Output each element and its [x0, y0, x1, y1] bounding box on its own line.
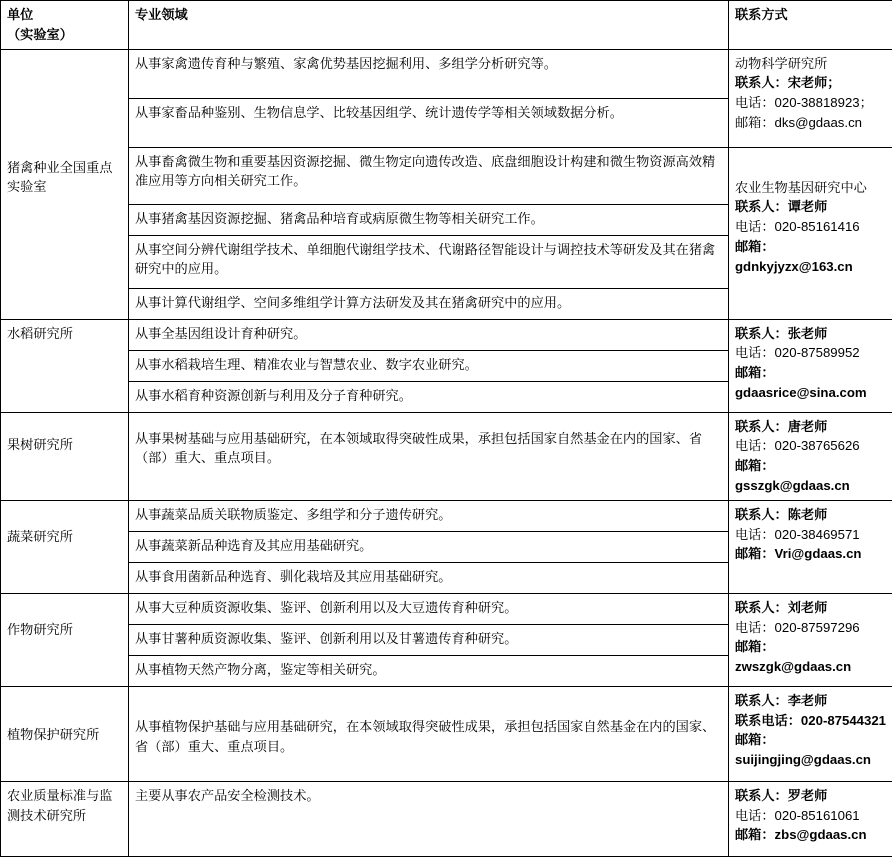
contact-line: 电话：020-38818923； — [735, 93, 887, 113]
field-cell: 从事食用菌新品种选育、驯化栽培及其应用基础研究。 — [129, 562, 729, 593]
field-cell: 从事家畜品种鉴别、生物信息学、比较基因组学、统计遗传学等相关领域数据分析。 — [129, 98, 729, 147]
contact-line: suijingjing@gdaas.cn — [735, 750, 887, 770]
field-cell: 从事空间分辨代谢组学技术、单细胞代谢组学技术、代谢路径智能设计与调控技术等研发及其在猪禽研究中的应用。 — [129, 235, 729, 288]
contact-line: 电话：020-38469571 — [735, 525, 887, 545]
contact-line: 邮箱：gdaasrice@sina.com — [735, 363, 887, 403]
unit-cell-vegetable — [1, 500, 129, 593]
contact-line: 邮箱：dks@gdaas.cn — [735, 113, 887, 133]
field-cell: 从事水稻栽培生理、精准农业与智慧农业、数字农业研究。 — [129, 350, 729, 381]
header-unit-cell — [1, 1, 129, 50]
contact-line: 联系人：李老师 — [735, 691, 887, 711]
table-row — [1, 686, 892, 781]
contact-line: 联系人：陈老师 — [735, 505, 887, 525]
header-unit-line2: （实验室） — [7, 25, 123, 45]
contact-line: 邮箱：gsszgk@gdaas.cn — [735, 456, 887, 496]
contact-line: 联系人：罗老师 — [735, 786, 887, 806]
contact-line: 电话：020-85161416 — [735, 217, 887, 237]
field-cell: 从事家禽遗传育种与繁殖、家禽优势基因挖掘利用、多组学分析研究等。 — [129, 49, 729, 98]
field-text: 从事植物保护基础与应用基础研究，在本领域取得突破性成果，承担包括国家自然基金在内的国家、省（部）重大、重点项目。 — [135, 691, 723, 757]
field-cell: 主要从事农产品安全检测技术。 — [129, 781, 729, 856]
unit-label: 植物保护研究所 — [7, 691, 123, 745]
contact-line: 邮箱：zwszgk@gdaas.cn — [735, 637, 887, 677]
table-header-row — [1, 1, 892, 50]
field-cell: 从事蔬菜品质关联物质鉴定、多组学和分子遗传研究。 — [129, 500, 729, 531]
unit-cell-rice — [1, 319, 129, 412]
unit-cell-plant-protection — [1, 686, 129, 781]
contact-line: 电话：020-87589952 — [735, 343, 887, 363]
contact-cell-quality-standards — [729, 781, 892, 856]
contact-line: 联系人：唐老师 — [735, 417, 887, 437]
field-text: 从事果树基础与应用基础研究，在本领域取得突破性成果，承担包括国家自然基金在内的国家、省（部）重大、重点项目。 — [135, 417, 723, 469]
contact-cell-plant-protection — [729, 686, 892, 781]
contact-cell-agri-bio-gene — [729, 147, 892, 319]
field-cell: 从事甘薯种质资源收集、鉴评、创新利用以及甘薯遗传育种研究。 — [129, 624, 729, 655]
field-cell: 从事畜禽微生物和重要基因资源挖掘、微生物定向遗传改造、底盘细胞设计构建和微生物资源高效精准应用等方向相关研究工作。 — [129, 147, 729, 204]
contact-cell-crops — [729, 593, 892, 686]
unit-label: 水稻研究所 — [7, 326, 73, 341]
table-row — [1, 147, 892, 204]
header-unit-line1: 单位 — [7, 5, 123, 25]
contact-line: 联系人：谭老师 — [735, 197, 887, 217]
unit-cell-fruit — [1, 412, 129, 500]
table-row — [1, 49, 892, 98]
contact-cell-fruit — [729, 412, 892, 500]
unit-label: 猪禽种业全国重点实验室 — [7, 54, 123, 198]
table-row — [1, 319, 892, 350]
header-field-cell: 专业领域 — [129, 1, 729, 50]
unit-cell-crops — [1, 593, 129, 686]
table-row — [1, 500, 892, 531]
field-cell: 从事植物天然产物分离，鉴定等相关研究。 — [129, 655, 729, 686]
contact-line: 农业生物基因研究中心 — [735, 152, 887, 198]
unit-label: 蔬菜研究所 — [7, 505, 123, 547]
field-cell: 从事蔬菜新品种选育及其应用基础研究。 — [129, 531, 729, 562]
unit-label: 作物研究所 — [7, 598, 123, 640]
contact-line: 联系人：张老师 — [735, 324, 887, 344]
contact-cell-animal-science — [729, 49, 892, 147]
field-cell: 从事大豆种质资源收集、鉴评、创新利用以及大豆遗传育种研究。 — [129, 593, 729, 624]
contact-line: 联系人：宋老师； — [735, 73, 887, 93]
field-cell — [129, 412, 729, 500]
contact-line: 电话：020-85161061 — [735, 806, 887, 826]
unit-label: 农业质量标准与监测技术研究所 — [7, 788, 113, 823]
unit-cell-pig-poultry — [1, 49, 129, 319]
contact-line: 邮箱：Vri@gdaas.cn — [735, 544, 887, 564]
contact-line: 动物科学研究所 — [735, 54, 887, 74]
unit-cell-quality-standards — [1, 781, 129, 856]
contact-cell-vegetable — [729, 500, 892, 593]
contact-line: 邮箱：zbs@gdaas.cn — [735, 825, 887, 845]
contact-line: 电话：020-87597296 — [735, 618, 887, 638]
contact-line: 邮箱：gdnkyjyzx@163.cn — [735, 237, 887, 277]
field-cell: 从事猪禽基因资源挖掘、猪禽品种培育或病原微生物等相关研究工作。 — [129, 204, 729, 235]
unit-label: 果树研究所 — [7, 417, 123, 455]
field-cell: 从事水稻育种资源创新与利用及分子育种研究。 — [129, 381, 729, 412]
contact-line: 邮箱： — [735, 730, 887, 750]
table-row — [1, 781, 892, 856]
header-contact-cell: 联系方式 — [729, 1, 892, 50]
field-cell: 从事全基因组设计育种研究。 — [129, 319, 729, 350]
contact-line: 电话：020-38765626 — [735, 436, 887, 456]
contact-cell-rice — [729, 319, 892, 412]
contact-line: 联系人：刘老师 — [735, 598, 887, 618]
table-row — [1, 412, 892, 500]
table-row — [1, 593, 892, 624]
field-cell — [129, 686, 729, 781]
contact-line: 联系电话：020-87544321 — [735, 711, 887, 731]
field-cell: 从事计算代谢组学、空间多维组学计算方法研发及其在猪禽研究中的应用。 — [129, 288, 729, 319]
